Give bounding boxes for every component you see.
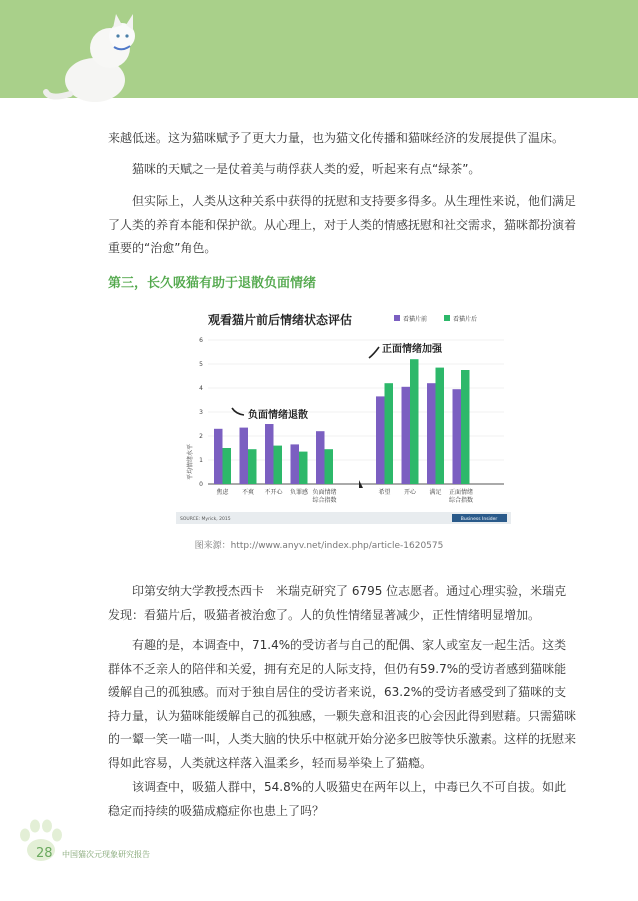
x-tick-label: 希望 [378, 489, 391, 496]
section-heading: 第三，长久吸猫有助于退散负面情绪 [108, 276, 317, 291]
legend-swatch-after [444, 315, 450, 321]
chart-brand-note: Business Insider [460, 517, 498, 522]
x-tick-label: 正面情绪综合指数 [448, 489, 474, 504]
paragraph-5: 有趣的是，本调查中，71.4%的受访者与自己的配偶、家人或室友一起生活。这类群体不乏亲人的陪伴和关爱，拥有充足的人际支持，但仍有59.7%的受访者感到猫咪能缓解自己的孤独感。而对于独自居住的受访者来说，63.2%的受访者感受到了猫咪的支持力量，认为猫咪能缓解自己的孤独感，一颗失意和沮丧的心会因此得到慰藉。只需猫咪的一颦一笑一喵一叫，人类大脑的快乐中枢就开始分泌多巴胺等快乐激素。这样的抚慰来得如此容易，人类就这样落入温柔乡，轻而易举染上了猫瘾。 [108, 638, 577, 770]
bar-before-6 [402, 387, 411, 484]
paragraph-1: 来越低迷。这为猫咪赋予了更大力量，也为猫文化传播和猫咪经济的发展提供了温床。 [108, 131, 565, 145]
bar-after-8 [461, 370, 470, 484]
x-tick-label: 焦虑 [216, 489, 229, 496]
bar-before-7 [427, 383, 436, 484]
chart-title: 观看猫片前后情绪状态评估 [208, 313, 353, 327]
paragraph-4: 印第安纳大学教授杰西卡 米瑞克研究了 6795 位志愿者。通过心理实验，米瑞克发现：看猫片后，吸猫者被治愈了。人的负性情绪显著减少，正性情绪明显增加。 [108, 584, 567, 622]
legend-swatch-before [394, 315, 400, 321]
page-number: 28 [36, 846, 53, 861]
y-axis-label: 平均情绪水平 [187, 443, 194, 481]
x-tick-label: 负罪感 [289, 489, 309, 496]
bar-before-5 [376, 396, 385, 484]
x-tick-label: 开心 [403, 489, 417, 496]
chart-source-note: SOURCE: Myrick, 2015 [180, 517, 231, 522]
y-tick-label: 4 [199, 385, 203, 392]
bar-after-1 [248, 449, 257, 484]
y-tick-label: 6 [199, 337, 203, 344]
figure-caption: 图来源：http://www.anyv.net/index.php/article-1620575 [194, 541, 444, 551]
x-tick-label: 满足 [429, 489, 442, 496]
x-tick-label: 不开心 [264, 489, 283, 496]
bar-before-3 [291, 444, 300, 484]
x-tick-label: 负面情绪综合指数 [312, 489, 337, 504]
bar-before-2 [265, 424, 274, 484]
chart-container [176, 304, 511, 524]
negative-annotation: 负面情绪退散 [248, 410, 308, 421]
x-tick-label: 不爽 [241, 489, 255, 496]
bar-after-2 [274, 446, 283, 484]
y-tick-label: 1 [199, 457, 203, 464]
bar-after-3 [299, 452, 308, 484]
bar-before-4 [316, 431, 325, 484]
y-tick-label: 5 [199, 361, 203, 368]
bar-after-4 [325, 449, 334, 484]
y-tick-label: 0 [199, 481, 203, 488]
bar-before-8 [453, 389, 462, 484]
legend-label-before: 看猫片前 [403, 316, 428, 323]
emotion-bar-chart [176, 304, 511, 524]
bar-before-0 [214, 429, 223, 484]
positive-annotation: 正面情绪加强 [382, 344, 442, 355]
paragraph-3: 但实际上，人类从这种关系中获得的抚慰和支持要多得多。从生理性来说，他们满足了人类的养育本能和保护欲。从心理上，对于人类的情感抚慰和社交需求，猫咪都扮演着重要的“治愈”角色。 [108, 194, 577, 255]
y-tick-label: 3 [199, 409, 203, 416]
paragraph-6: 该调查中，吸猫人群中，54.8%的人吸猫史在两年以上，中毒已久不可自拔。如此稳定而持续的吸猫成瘾症你也患上了吗？ [108, 780, 567, 818]
bar-after-7 [436, 368, 445, 484]
paragraph-2: 猫咪的天赋之一是仗着美与萌俘获人类的爱，听起来有点“绿茶”。 [132, 162, 481, 176]
y-tick-label: 2 [199, 433, 203, 440]
bar-after-6 [410, 359, 419, 484]
legend-label-after: 看猫片后 [453, 316, 478, 323]
report-title-footer: 中国猫次元现象研究报告 [62, 850, 150, 859]
bar-before-1 [240, 428, 249, 484]
bar-after-0 [223, 448, 232, 484]
bar-after-5 [385, 383, 394, 484]
cat-illustration [40, 8, 140, 108]
